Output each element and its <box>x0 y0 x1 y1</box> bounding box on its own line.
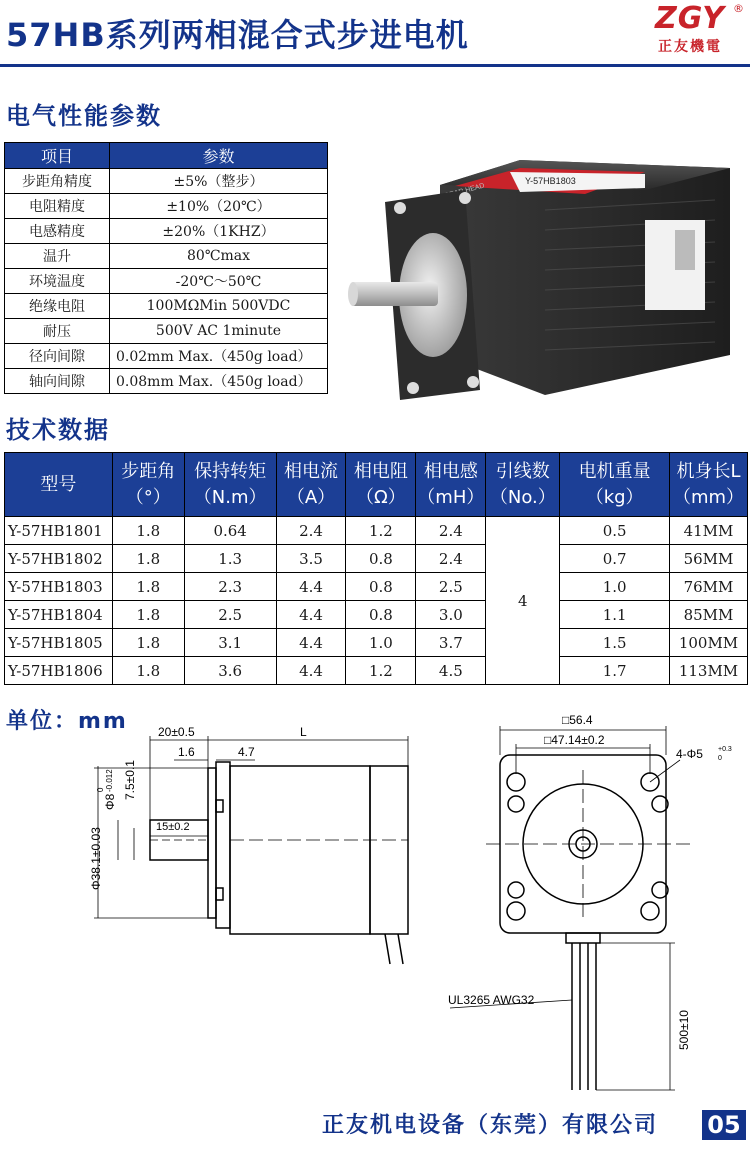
electrical-row-label: 径向间隙 <box>5 344 110 369</box>
tech-cell-weight: 0.7 <box>560 545 670 573</box>
tech-cell-model: Y-57HB1803 <box>5 573 113 601</box>
front-view-dimension-lines <box>450 726 690 1090</box>
electrical-row-value: 80℃max <box>110 244 328 269</box>
tech-cell-current: 4.4 <box>276 573 346 601</box>
dim-hole-spacing: □47.14±0.2 <box>544 733 605 747</box>
tech-cell-inductance: 2.4 <box>416 545 486 573</box>
tech-cell-resistance: 0.8 <box>346 573 416 601</box>
company-logo <box>640 1 744 62</box>
tech-row <box>5 545 748 573</box>
tech-cell-step: 1.8 <box>112 601 184 629</box>
page-title: 57HB系列两相混合式步进电机 <box>6 16 469 54</box>
tech-col-header <box>184 453 276 517</box>
motor-side-text: HEAD <box>464 182 486 195</box>
dim-shaft-length: 20±0.5 <box>158 725 195 739</box>
company-name: 正友机电设备（东莞）有限公司 <box>322 1113 659 1138</box>
tech-cell-step: 1.8 <box>112 545 184 573</box>
tech-cell-length: 76MM <box>669 573 747 601</box>
tech-col-unit: （Ω） <box>356 486 406 508</box>
tech-col-header <box>112 453 184 517</box>
electrical-col-param: 参数 <box>110 143 328 169</box>
tech-cell-step: 1.8 <box>112 629 184 657</box>
tech-cell-step: 1.8 <box>112 573 184 601</box>
dim-square-size: □56.4 <box>562 713 593 727</box>
tech-cell-inductance: 3.7 <box>416 629 486 657</box>
tech-cell-length: 100MM <box>669 629 747 657</box>
tech-col-name: 电机重量 <box>578 460 651 482</box>
tech-cell-torque: 2.5 <box>184 601 276 629</box>
flange-hole-icon <box>459 192 471 204</box>
dim-1-6: 1.6 <box>178 745 195 759</box>
tech-col-name: 相电流 <box>284 460 339 482</box>
tech-cell-current: 4.4 <box>276 657 346 685</box>
logo-registered-mark: ® <box>733 2 744 15</box>
page-number: 05 <box>702 1110 746 1140</box>
tech-col-unit: （mH） <box>417 486 485 508</box>
tech-cell-model: Y-57HB1804 <box>5 601 113 629</box>
cable-spec-label: UL3265 AWG32 <box>448 993 535 1007</box>
tech-cell-current: 2.4 <box>276 517 346 545</box>
tech-cell-step: 1.8 <box>112 517 184 545</box>
dim-boss-diameter: Φ38.1±0.03 <box>89 827 103 890</box>
tech-col-name: 机身长L <box>676 460 741 482</box>
tech-cell-torque: 0.64 <box>184 517 276 545</box>
tech-cell-resistance: 1.2 <box>346 657 416 685</box>
tech-cell-weight: 1.0 <box>560 573 670 601</box>
electrical-table <box>4 142 328 394</box>
tech-cell-torque: 3.1 <box>184 629 276 657</box>
electrical-row-label: 轴向间隙 <box>5 369 110 394</box>
dim-flat-depth: 7.5±0.1 <box>123 760 137 800</box>
tech-cell-length: 85MM <box>669 601 747 629</box>
tech-col-name: 步距角 <box>121 460 176 482</box>
electrical-row-value: ±5%（整步） <box>110 169 328 194</box>
tech-heading: 技术数据 <box>6 416 110 444</box>
tech-cell-weight: 1.5 <box>560 629 670 657</box>
tech-cell-current: 4.4 <box>276 601 346 629</box>
tech-cell-resistance: 0.8 <box>346 601 416 629</box>
tech-cell-torque: 2.3 <box>184 573 276 601</box>
tech-table <box>4 452 748 685</box>
electrical-row <box>5 344 328 369</box>
flange-hole-icon <box>407 382 419 394</box>
tech-cell-weight: 1.1 <box>560 601 670 629</box>
dim-shaft-diameter: Φ8 <box>103 793 117 810</box>
tech-row <box>5 657 748 685</box>
tech-row <box>5 517 748 545</box>
logo-subtitle: 正友機電 <box>658 39 722 55</box>
tech-cell-inductance: 3.0 <box>416 601 486 629</box>
electrical-heading: 电气性能参数 <box>6 102 162 130</box>
flange-hole-icon <box>394 202 406 214</box>
tech-cell-lead-count: 4 <box>486 517 560 685</box>
electrical-row-label: 耐压 <box>5 319 110 344</box>
side-view-dimension-lines <box>94 736 408 918</box>
tech-col-name: 型号 <box>40 473 77 495</box>
motor-shaft <box>350 282 438 306</box>
electrical-row-value: ±20%（1KHZ） <box>110 219 328 244</box>
electrical-row-value: ±10%（20℃） <box>110 194 328 219</box>
electrical-row <box>5 219 328 244</box>
tech-cell-model: Y-57HB1806 <box>5 657 113 685</box>
tech-cell-inductance: 2.5 <box>416 573 486 601</box>
electrical-row-value: 0.08mm Max.（450g load） <box>110 369 328 394</box>
tech-col-name: 相电阻 <box>353 460 408 482</box>
tech-col-unit: （mm） <box>672 486 745 508</box>
electrical-row-label: 温升 <box>5 244 110 269</box>
dim-body-length: L <box>300 725 307 739</box>
tech-col-header <box>486 453 560 517</box>
electrical-row <box>5 269 328 294</box>
tech-col-header <box>346 453 416 517</box>
tech-cell-length: 56MM <box>669 545 747 573</box>
front-view-drawing <box>500 755 668 1090</box>
tech-cell-resistance: 1.0 <box>346 629 416 657</box>
electrical-row-label: 步距角精度 <box>5 169 110 194</box>
electrical-row-label: 绝缘电阻 <box>5 294 110 319</box>
tech-col-name: 引线数 <box>495 460 550 482</box>
tech-cell-torque: 1.3 <box>184 545 276 573</box>
electrical-row-label: 环境温度 <box>5 269 110 294</box>
flange-hole-icon <box>467 376 479 388</box>
electrical-row-value: -20℃～50℃ <box>110 269 328 294</box>
tech-cell-weight: 1.7 <box>560 657 670 685</box>
tech-cell-resistance: 0.8 <box>346 545 416 573</box>
motor-model-text: Y-57HB1803 <box>525 176 576 186</box>
electrical-row <box>5 319 328 344</box>
sticker-barcode <box>675 230 695 270</box>
dim-flat-length: 15±0.2 <box>156 821 190 833</box>
tech-col-unit: （N.m） <box>193 486 267 508</box>
shaft-end <box>348 282 358 306</box>
tech-col-header <box>669 453 747 517</box>
tech-col-unit: （No.） <box>489 486 556 508</box>
tech-row <box>5 573 748 601</box>
tech-cell-model: Y-57HB1801 <box>5 517 113 545</box>
tech-cell-inductance: 2.4 <box>416 517 486 545</box>
title-rule <box>0 64 750 67</box>
tech-cell-length: 41MM <box>669 517 747 545</box>
tech-cell-model: Y-57HB1802 <box>5 545 113 573</box>
electrical-row-label: 电感精度 <box>5 219 110 244</box>
tech-col-unit: （°） <box>125 486 171 508</box>
dim-hole-tol-upper: +0.3 <box>718 746 732 753</box>
electrical-row <box>5 194 328 219</box>
tech-cell-model: Y-57HB1805 <box>5 629 113 657</box>
dimension-drawings <box>0 700 750 1105</box>
electrical-row-value: 500V AC 1minute <box>110 319 328 344</box>
tech-row <box>5 601 748 629</box>
dim-cable-length: 500±10 <box>677 1010 691 1050</box>
motor-photo <box>345 150 735 415</box>
dim-shaft-tol-upper: 0 <box>96 787 105 792</box>
electrical-row-value: 0.02mm Max.（450g load） <box>110 344 328 369</box>
tech-col-unit: （kg） <box>585 486 644 508</box>
electrical-col-item: 项目 <box>5 143 110 169</box>
tech-cell-weight: 0.5 <box>560 517 670 545</box>
tech-col-unit: （A） <box>286 486 336 508</box>
tech-col-header <box>416 453 486 517</box>
side-view-drawing <box>150 762 408 964</box>
tech-col-header <box>560 453 670 517</box>
electrical-row <box>5 369 328 394</box>
tech-col-name: 相电感 <box>423 460 478 482</box>
electrical-row <box>5 169 328 194</box>
logo-mark: ZGY <box>655 1 725 36</box>
tech-row <box>5 629 748 657</box>
electrical-row <box>5 244 328 269</box>
dim-hole-tol-lower: 0 <box>718 755 722 762</box>
tech-cell-current: 3.5 <box>276 545 346 573</box>
tech-cell-length: 113MM <box>669 657 747 685</box>
electrical-row-label: 电阻精度 <box>5 194 110 219</box>
dim-4-7: 4.7 <box>238 745 255 759</box>
tech-col-header <box>276 453 346 517</box>
tech-cell-step: 1.8 <box>112 657 184 685</box>
tech-cell-inductance: 4.5 <box>416 657 486 685</box>
tech-col-name: 保持转矩 <box>194 460 267 482</box>
electrical-row <box>5 294 328 319</box>
dim-hole-diameter: 4-Φ5 <box>676 747 703 761</box>
tech-cell-resistance: 1.2 <box>346 517 416 545</box>
tech-cell-torque: 3.6 <box>184 657 276 685</box>
units-heading: 单位：mm <box>6 709 128 734</box>
dim-shaft-tol-lower: -0.012 <box>105 769 114 792</box>
tech-col-header <box>5 453 113 517</box>
tech-cell-current: 4.4 <box>276 629 346 657</box>
electrical-row-value: 100MΩMin 500VDC <box>110 294 328 319</box>
